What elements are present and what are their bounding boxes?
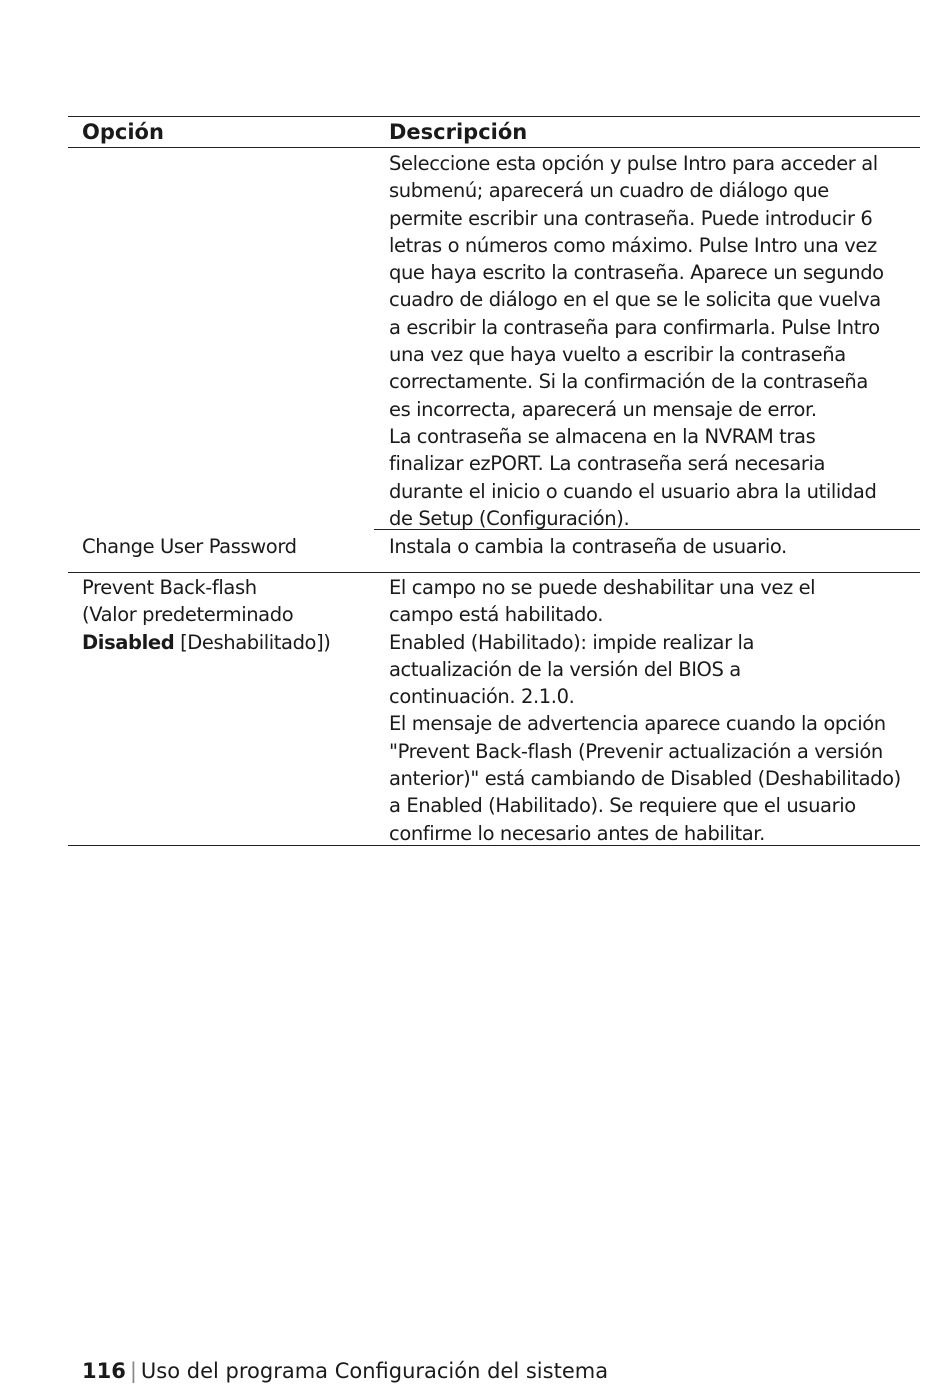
header-description: Descripción <box>389 120 528 144</box>
description-line: finalizar ezPORT. La contraseña será necesaria <box>389 452 826 476</box>
description-line: campo está habilitado. <box>389 603 604 627</box>
description-line: submenú; aparecerá un cuadro de diálogo que <box>389 179 829 203</box>
description-cell <box>389 574 920 847</box>
description-line: anterior)" está cambiando de Disabled (Deshabilitado) <box>389 767 901 791</box>
footer-section-title: Uso del programa Configuración del sistema <box>140 1359 609 1383</box>
description-line: correctamente. Si la confirmación de la contraseña <box>389 370 868 394</box>
option-cell <box>82 574 382 656</box>
options-table <box>68 116 920 845</box>
header-option: Opción <box>82 120 164 144</box>
option-line: Change User Password <box>82 535 297 558</box>
description-line: Enabled (Habilitado): impide realizar la <box>389 630 755 654</box>
option-default-rest: [Deshabilitado]) <box>174 630 331 654</box>
description-line: una vez que haya vuelto a escribir la contraseña <box>389 343 846 367</box>
description-line: cuadro de diálogo en el que se le solicita que vuelva <box>389 288 881 312</box>
description-line: permite escribir una contraseña. Puede introducir 6 <box>389 206 873 230</box>
table-header-row <box>68 116 920 148</box>
page-footer <box>82 1357 608 1385</box>
description-line: a escribir la contraseña para confirmarla. Pulse Intro <box>389 315 880 339</box>
footer-separator: | <box>129 1359 137 1383</box>
option-cell <box>82 533 382 560</box>
description-cell <box>389 533 920 560</box>
table-row <box>68 572 920 845</box>
description-line: letras o números como máximo. Pulse Intro una vez <box>389 233 877 257</box>
description-line: El mensaje de advertencia aparece cuando la opción <box>389 712 886 736</box>
description-line: es incorrecta, aparecerá un mensaje de error. <box>389 397 817 421</box>
description-line: continuación. 2.1.0. <box>389 685 575 709</box>
description-line: Instala o cambia la contraseña de usuario. <box>389 535 787 558</box>
table-bottom-line <box>68 845 920 846</box>
option-default-line <box>82 629 382 656</box>
option-line: (Valor predeterminado <box>82 603 294 627</box>
description-line: que haya escrito la contraseña. Aparece un segundo <box>389 261 884 285</box>
option-line: Prevent Back-flash <box>82 576 257 599</box>
description-line: Seleccione esta opción y pulse Intro para acceder al <box>389 152 878 175</box>
description-line: a Enabled (Habilitado). Se requiere que el usuario <box>389 794 856 818</box>
description-line: actualización de la versión del BIOS a <box>389 657 741 681</box>
description-line: confirme lo necesario antes de habilitar. <box>389 821 765 845</box>
description-line: La contraseña se almacena en la NVRAM tras <box>389 424 816 448</box>
description-line: durante el inicio o cuando el usuario abra la utilidad <box>389 479 877 503</box>
description-line: de Setup (Configuración). <box>389 506 630 530</box>
table-row <box>68 529 920 572</box>
page-number: 116 <box>82 1359 126 1383</box>
option-default-value: Disabled <box>82 630 175 654</box>
description-cell <box>389 150 920 532</box>
table-row <box>68 148 920 529</box>
description-line: "Prevent Back-flash (Prevenir actualización a versión <box>389 739 883 763</box>
description-line: El campo no se puede deshabilitar una vez el <box>389 576 816 599</box>
